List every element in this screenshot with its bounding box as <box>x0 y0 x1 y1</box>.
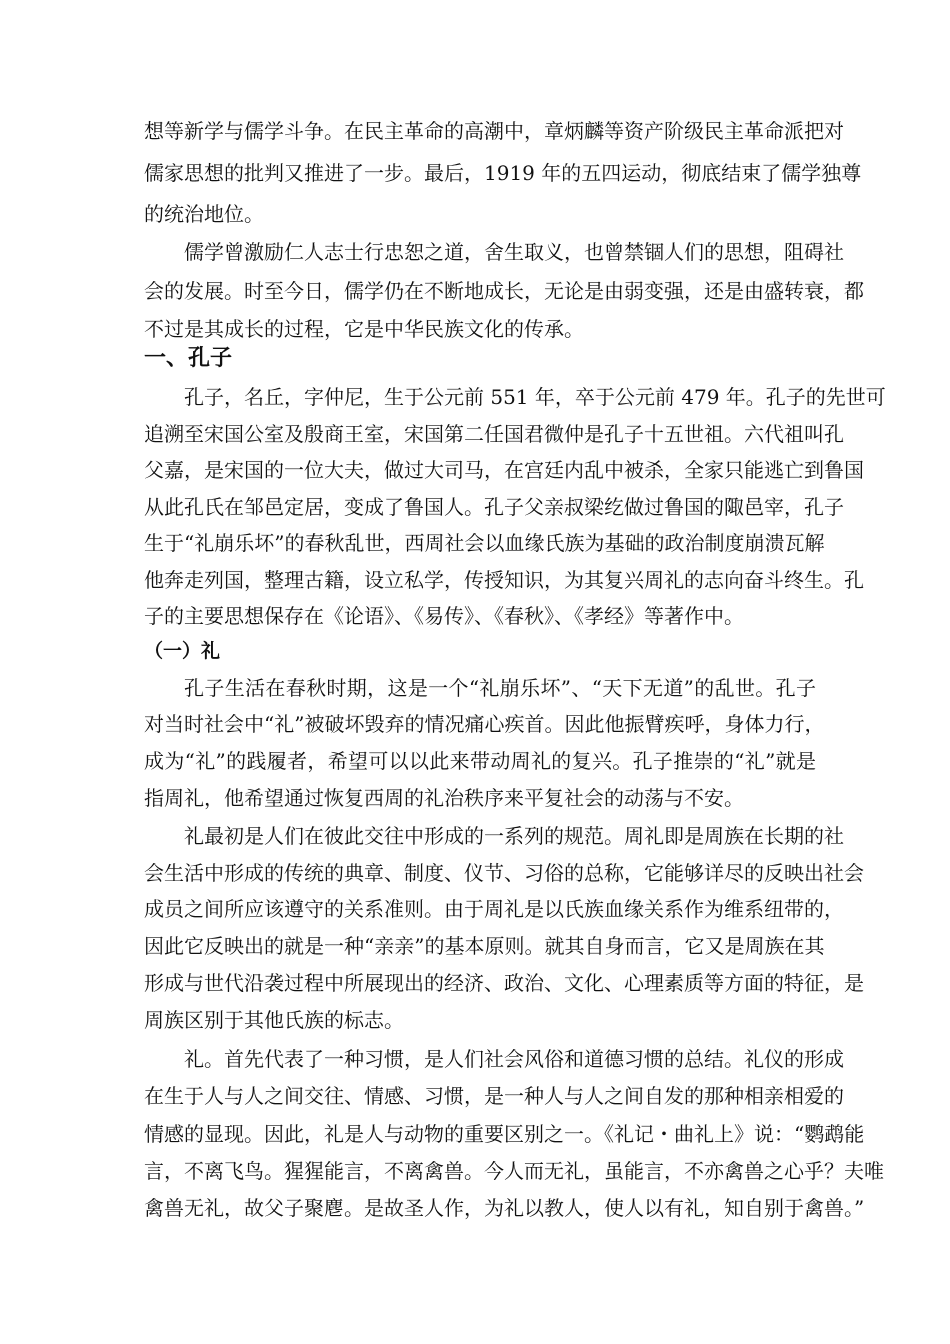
text-line: 不过是其成长的过程，它是中华民族文化的传承。 <box>144 317 584 341</box>
text-line: 子的主要思想保存在《论语》、《易传》、《春秋》、《孝经》等著作中。 <box>144 604 744 628</box>
text-line: 礼。首先代表了一种习惯，是人们社会风俗和道德习惯的总结。礼仪的形成 <box>184 1047 844 1071</box>
text-line: 会生活中形成的传统的典章、制度、仪节、习俗的总称，它能够详尽的反映出社会 <box>144 861 864 885</box>
text-line: 对当时社会中“礼”被破坏毁弃的情况痛心疾首。因此他振臂疾呼，身体力行， <box>144 712 825 736</box>
text-line: 礼最初是人们在彼此交往中形成的一系列的规范。周礼即是周族在长期的社 <box>184 824 844 848</box>
text-line: 因此它反映出的就是一种“亲亲”的基本原则。就其自身而言，它又是周族在其 <box>144 934 825 958</box>
text-line: 从此孔氏在邹邑定居，变成了鲁国人。孔子父亲叔梁纥做过鲁国的陬邑宰，孔子 <box>144 495 844 519</box>
section-heading: 一、孔子 <box>144 346 233 371</box>
text-line: 孔子，名丘，字仲尼，生于公元前 551 年，卒于公元前 479 年。孔子的先世可 <box>184 385 886 409</box>
text-line: 会的发展。时至今日，儒学仍在不断地成长，无论是由弱变强，还是由盛转衰，都 <box>144 279 864 303</box>
text-line: 追溯至宋国公室及殷商王室，宋国第二任国君微仲是孔子十五世祖。六代祖叫孔 <box>144 422 844 446</box>
text-line: 生于“礼崩乐坏”的春秋乱世，西周社会以血缘氏族为基础的政治制度崩溃瓦解 <box>144 531 825 555</box>
text-line: 儒家思想的批判又推进了一步。最后，1919 年的五四运动，彻底结束了儒学独尊 <box>144 161 862 185</box>
text-line: 父嘉，是宋国的一位大夫，做过大司马，在宫廷内乱中被杀，全家只能逃亡到鲁国 <box>144 458 864 482</box>
text-line: 的统治地位。 <box>144 202 264 226</box>
text-line: 在生于人与人之间交往、情感、习惯，是一种人与人之间自发的那种相亲相爱的 <box>144 1084 844 1108</box>
text-line: 成为“礼”的践履者，希望可以以此来带动周礼的复兴。孔子推崇的“礼”就是 <box>144 749 816 773</box>
text-line: 禽兽无礼，故父子聚麀。是故圣人作，为礼以教人，使人以有礼，知自别于禽兽。” <box>144 1196 865 1220</box>
text-line: 他奔走列国，整理古籍，设立私学，传授知识，为其复兴周礼的志向奋斗终生。孔 <box>144 568 864 592</box>
text-line: 言，不离飞鸟。猩猩能言，不离禽兽。今人而无礼，虽能言，不亦禽兽之心乎？夫唯 <box>144 1159 884 1183</box>
text-line: 成员之间所应该遵守的关系准则。由于周礼是以氏族血缘关系作为维系纽带的， <box>144 897 844 921</box>
text-line: 孔子生活在春秋时期，这是一个“礼崩乐坏”、“天下无道”的乱世。孔子 <box>184 676 816 700</box>
text-line: 想等新学与儒学斗争。在民主革命的高潮中，章炳麟等资产阶级民主革命派把对 <box>144 119 844 143</box>
text-line: 形成与世代沿袭过程中所展现出的经济、政治、文化、心理素质等方面的特征，是 <box>144 971 864 995</box>
text-line: 指周礼，他希望通过恢复西周的礼治秩序来平复社会的动荡与不安。 <box>144 786 744 810</box>
subsection-heading: （一）礼 <box>144 640 221 662</box>
text-line: 情感的显现。因此，礼是人与动物的重要区别之一。《礼记・曲礼上》说：“鹦鹉能 <box>144 1122 865 1146</box>
text-line: 儒学曾激励仁人志士行忠恕之道，舍生取义，也曾禁锢人们的思想，阻碍社 <box>184 240 844 264</box>
text-line: 周族区别于其他氏族的标志。 <box>144 1008 404 1032</box>
